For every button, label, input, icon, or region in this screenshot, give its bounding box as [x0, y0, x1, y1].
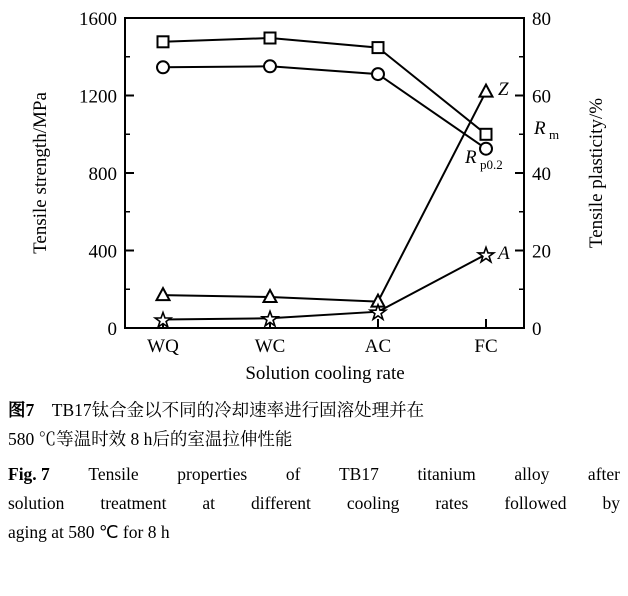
y2-tick-40: 40	[532, 164, 551, 185]
series-line-z	[163, 92, 486, 302]
series-annotation-z: Z	[498, 79, 509, 100]
caption-en2-w3: different	[250, 493, 311, 513]
caption-en-w3: TB17	[338, 464, 379, 484]
caption-en-w5: alloy	[514, 464, 550, 484]
caption-en-w1: properties	[177, 464, 248, 484]
caption-chinese-line2: 580 ℃等温时效 8 h后的室温拉伸性能	[8, 429, 293, 449]
caption-chinese-label: 图7	[8, 400, 35, 420]
y-tick-1200: 1200	[79, 86, 117, 108]
caption-english-line2	[8, 489, 620, 518]
caption-en2-w6: followed	[504, 493, 567, 513]
caption-en2-w2: at	[202, 493, 216, 513]
caption-chinese-text: TB17钛合金以不同的冷却速率进行固溶处理并在	[51, 400, 425, 420]
caption-en2-w0: solution	[8, 493, 65, 513]
y-tick-800: 800	[88, 164, 117, 185]
y2-axis-title: Tensile plasticity/%	[586, 97, 607, 249]
caption-en-w0: Tensile	[88, 464, 139, 484]
series-line-rp02	[163, 66, 486, 148]
caption-en-w2: of	[285, 464, 301, 484]
caption-en-w6: after	[587, 464, 620, 484]
caption-en-w4: titanium	[417, 464, 476, 484]
y-axis-title: Tensile strength/MPa	[30, 92, 51, 254]
caption-en2-w5: rates	[435, 493, 469, 513]
left-axis-ticks	[125, 18, 134, 328]
series-markers-rp02	[157, 60, 492, 154]
caption-english-line1	[8, 460, 620, 489]
y2-tick-0: 0	[532, 319, 542, 340]
series-annotation-rp02-label: R	[465, 147, 477, 168]
figure-caption	[8, 396, 620, 547]
caption-english-label: Fig. 7	[8, 464, 50, 484]
y2-tick-80: 80	[532, 9, 551, 30]
y-tick-1600: 1600	[79, 9, 117, 30]
caption-en2-w4: cooling	[346, 493, 400, 513]
series-annotation-a: A	[498, 243, 510, 264]
series-annotation-rm-label: R	[534, 118, 546, 139]
caption-english	[8, 460, 620, 547]
x-tick-ac: AC	[364, 336, 392, 357]
series-line-rm	[163, 38, 486, 134]
right-axis-ticks	[515, 18, 524, 328]
series-annotation-rm	[533, 118, 559, 142]
caption-en2-w1: treatment	[100, 493, 167, 513]
x-axis-ticks	[163, 319, 486, 328]
x-tick-wq: WQ	[147, 336, 179, 357]
caption-english-line3: aging at 580 ℃ for 8 h	[8, 522, 170, 542]
caption-chinese	[8, 396, 620, 454]
y2-tick-60: 60	[532, 86, 551, 108]
caption-en2-w7: by	[602, 493, 620, 513]
series-line-a	[163, 254, 486, 319]
plot-frame	[125, 18, 524, 328]
y-tick-0: 0	[107, 319, 117, 340]
x-axis-title: Solution cooling rate	[245, 363, 405, 384]
x-tick-fc: FC	[474, 336, 498, 357]
series-markers-rm	[158, 33, 492, 140]
y-tick-400: 400	[88, 241, 117, 263]
series-annotation-rm-sub: m	[549, 127, 560, 142]
caption-chinese-line1	[8, 396, 620, 425]
y2-tick-20: 20	[532, 241, 551, 263]
series-annotation-rp02-sub: p0.2	[480, 157, 503, 172]
x-tick-wc: WC	[254, 336, 286, 357]
